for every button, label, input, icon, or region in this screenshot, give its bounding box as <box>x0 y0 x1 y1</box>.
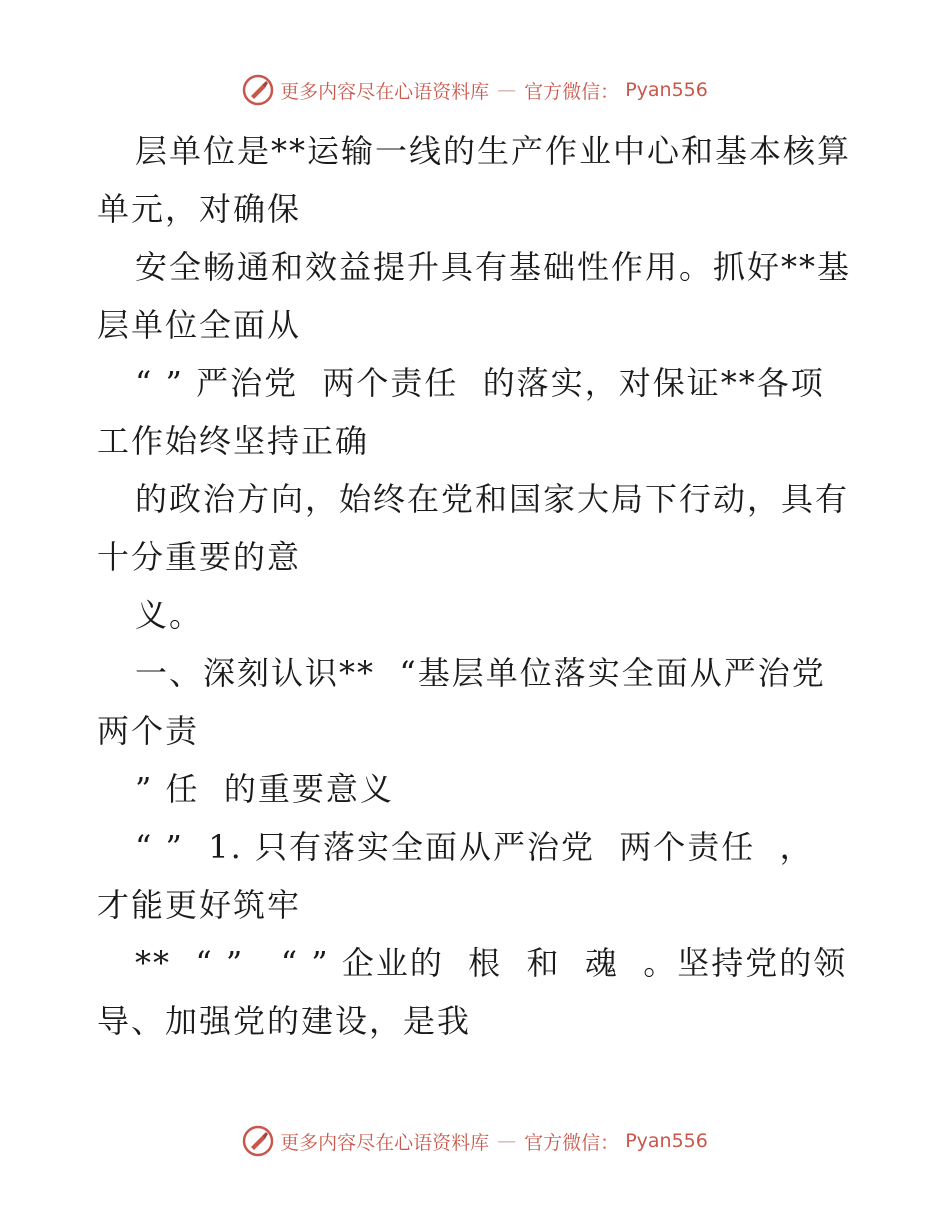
document-line: 层单位是**运输一线的生产作业中心和基本核算 <box>135 132 852 170</box>
watermark-separator: — <box>497 1130 517 1152</box>
watermark-id: Pyan556 <box>625 79 708 101</box>
document-line: 的政治方向，始终在党和国家大局下行动，具有 <box>135 480 850 518</box>
watermark-label: 官方微信： <box>524 80 620 103</box>
document-line: 安全畅通和效益提升具有基础性作用。抓好**基 <box>135 248 852 286</box>
section-heading-line: ” 任 的重要意义 <box>135 770 394 808</box>
section-heading-line: 一、深刻认识** “基层单位落实全面从严治党 <box>135 654 826 692</box>
watermark-id: Pyan556 <box>625 1130 708 1152</box>
watermark-text: 更多内容尽在心语资料库 <box>280 1131 490 1154</box>
document-line: ** “ ” “ ” 企业的 根 和 魂 。坚持党的领 <box>135 944 848 982</box>
document-line: 十分重要的意 <box>97 538 302 576</box>
pen-nib-logo-icon <box>242 74 274 106</box>
document-line: “ ” 严治党 两个责任 的落实，对保证**各项 <box>135 364 825 402</box>
footer-watermark <box>0 1125 950 1157</box>
document-line: 单元，对确保 <box>97 190 302 228</box>
document-line: 工作始终坚持正确 <box>97 422 370 460</box>
pen-nib-logo-icon <box>242 1125 274 1157</box>
header-watermark <box>0 74 950 106</box>
document-line: 义。 <box>135 596 204 634</box>
section-heading-line: 两个责 <box>97 712 200 750</box>
document-line: 导、加强党的建设，是我 <box>97 1002 472 1040</box>
subheading-line: “ ” 1. 只有落实全面从严治党 两个责任 ， <box>135 828 814 866</box>
subheading-line: 才能更好筑牢 <box>97 886 302 924</box>
document-body <box>97 122 867 1050</box>
document-line: 层单位全面从 <box>97 306 302 344</box>
watermark-label: 官方微信： <box>524 1131 620 1154</box>
watermark-text: 更多内容尽在心语资料库 <box>280 80 490 103</box>
watermark-separator: — <box>497 79 517 101</box>
